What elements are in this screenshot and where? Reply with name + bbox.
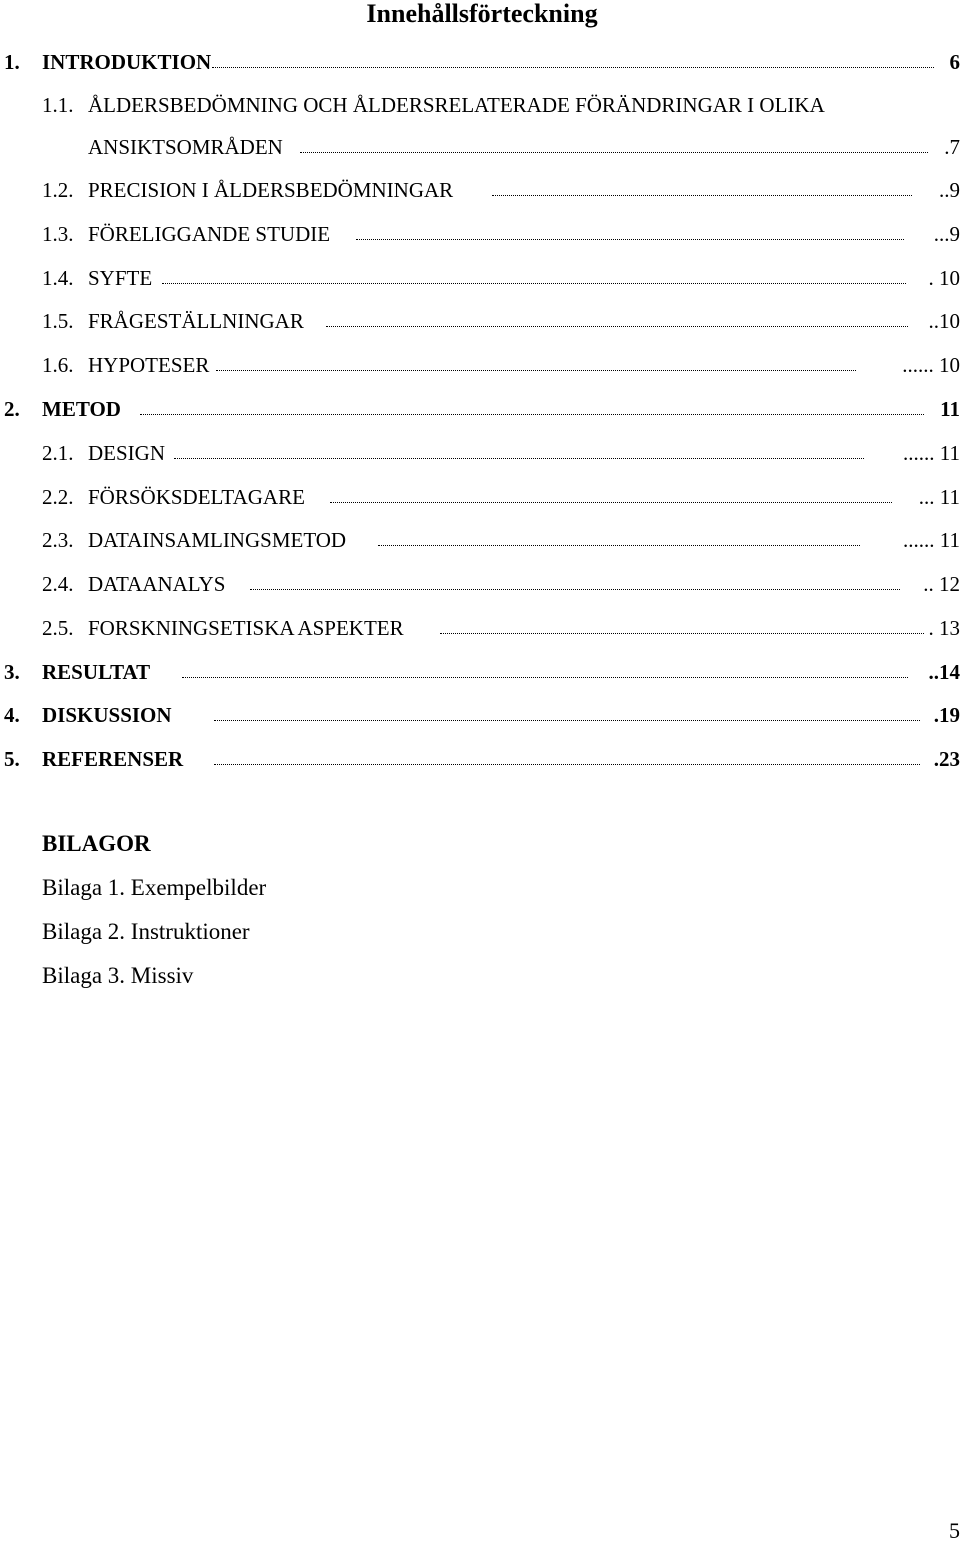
dot-leader: [214, 720, 920, 721]
toc-entry[interactable]: [0, 349, 960, 381]
toc-entry[interactable]: [0, 743, 960, 775]
toc-entry-page: .7: [940, 131, 960, 163]
toc-entry-page: 11: [936, 393, 960, 425]
dot-leader: [162, 283, 906, 284]
dot-leader: [492, 195, 912, 196]
dot-leader: [214, 764, 920, 765]
toc-entry[interactable]: [0, 393, 960, 425]
toc-entry-page: ...9: [930, 218, 960, 250]
toc-entry[interactable]: [0, 656, 960, 688]
toc-entry-number: 1.1.: [42, 89, 74, 121]
toc-entry-title: RESULTAT: [42, 656, 150, 688]
toc-entry-number: 2.: [4, 393, 20, 425]
toc-entry-title: DISKUSSION: [42, 699, 172, 731]
toc-entry[interactable]: [0, 46, 960, 78]
toc-entry-page: . 13: [925, 612, 960, 644]
toc-entry-title: FÖRELIGGANDE STUDIE: [88, 218, 330, 250]
toc-entry-continuation[interactable]: [0, 131, 960, 163]
dot-leader: [216, 370, 856, 371]
toc-entry[interactable]: [0, 437, 960, 469]
toc-entry-number: 1.2.: [42, 174, 74, 206]
toc-entry-title: FORSKNINGSETISKA ASPEKTER: [88, 612, 404, 644]
dot-leader: [182, 677, 908, 678]
dot-leader: [326, 326, 908, 327]
toc-entry-title: HYPOTESER: [88, 349, 209, 381]
toc-entry[interactable]: [0, 481, 960, 513]
toc-entry-number: 2.5.: [42, 612, 74, 644]
toc-entry-number: 3.: [4, 656, 20, 688]
toc-entry-page: ..10: [925, 305, 960, 337]
toc-entry-page: .19: [930, 699, 960, 731]
toc-entry-title: INTRODUKTION: [42, 46, 211, 78]
toc-entry-page: . 10: [925, 262, 960, 294]
toc-entry-page: .. 12: [919, 568, 960, 600]
toc-entry-title-continuation: ANSIKTSOMRÅDEN: [88, 131, 283, 163]
toc-entry-title: SYFTE: [88, 262, 152, 294]
toc-entry[interactable]: [0, 699, 960, 731]
toc-entry-number: 1.4.: [42, 262, 74, 294]
toc-entry[interactable]: [0, 174, 960, 206]
dot-leader: [174, 458, 864, 459]
dot-leader: [356, 239, 904, 240]
dot-leader: [140, 414, 924, 415]
toc-entry[interactable]: [0, 262, 960, 294]
toc-entry-page: .23: [930, 743, 960, 775]
dot-leader: [378, 545, 860, 546]
dot-leader: [330, 502, 892, 503]
page-number: 5: [949, 1517, 960, 1545]
toc-entry-page: ..14: [925, 656, 960, 688]
toc-entry-number: 1.6.: [42, 349, 74, 381]
appendix-item[interactable]: Bilaga 2. Instruktioner: [42, 916, 250, 948]
toc-entry[interactable]: [0, 524, 960, 556]
toc-entry-page: ... 11: [915, 481, 960, 513]
appendix-item[interactable]: Bilaga 3. Missiv: [42, 960, 193, 992]
toc-entry[interactable]: [0, 305, 960, 337]
toc-entry-number: 4.: [4, 699, 20, 731]
toc-entry-number: 2.1.: [42, 437, 74, 469]
toc-entry-page: ...... 11: [899, 524, 960, 556]
toc-entry[interactable]: [0, 89, 960, 121]
dot-leader: [440, 633, 924, 634]
page-title: Innehållsförteckning: [0, 0, 960, 30]
toc-entry-title: PRECISION I ÅLDERSBEDÖMNINGAR: [88, 174, 453, 206]
toc-entry-number: 1.5.: [42, 305, 74, 337]
appendix-heading: BILAGOR: [42, 828, 151, 860]
appendix-item[interactable]: Bilaga 1. Exempelbilder: [42, 872, 266, 904]
dot-leader: [250, 589, 900, 590]
toc-entry-title: ÅLDERSBEDÖMNING OCH ÅLDERSRELATERADE FÖRÄNDRINGAR I OLIKA: [88, 89, 825, 121]
toc-entry-page: ...... 10: [898, 349, 960, 381]
toc-entry-page: ...... 11: [899, 437, 960, 469]
toc-entry-title: DATAINSAMLINGSMETOD: [88, 524, 346, 556]
toc-entry-title: FRÅGESTÄLLNINGAR: [88, 305, 304, 337]
toc-entry-title: METOD: [42, 393, 121, 425]
toc-entry-number: 2.2.: [42, 481, 74, 513]
toc-entry-number: 2.3.: [42, 524, 74, 556]
dot-leader: [212, 67, 934, 68]
toc-entry-title: FÖRSÖKSDELTAGARE: [88, 481, 305, 513]
toc-entry-title: DATAANALYS: [88, 568, 225, 600]
toc-entry-number: 5.: [4, 743, 20, 775]
toc-entry-page: ..9: [935, 174, 960, 206]
toc-entry-page: 6: [946, 46, 960, 78]
toc-entry[interactable]: [0, 612, 960, 644]
toc-entry-number: 1.3.: [42, 218, 74, 250]
dot-leader: [300, 152, 928, 153]
toc-entry-number: 1.: [4, 46, 20, 78]
toc-entry[interactable]: [0, 218, 960, 250]
toc-entry[interactable]: [0, 568, 960, 600]
toc-entry-title: DESIGN: [88, 437, 165, 469]
toc-entry-title: REFERENSER: [42, 743, 183, 775]
toc-entry-number: 2.4.: [42, 568, 74, 600]
